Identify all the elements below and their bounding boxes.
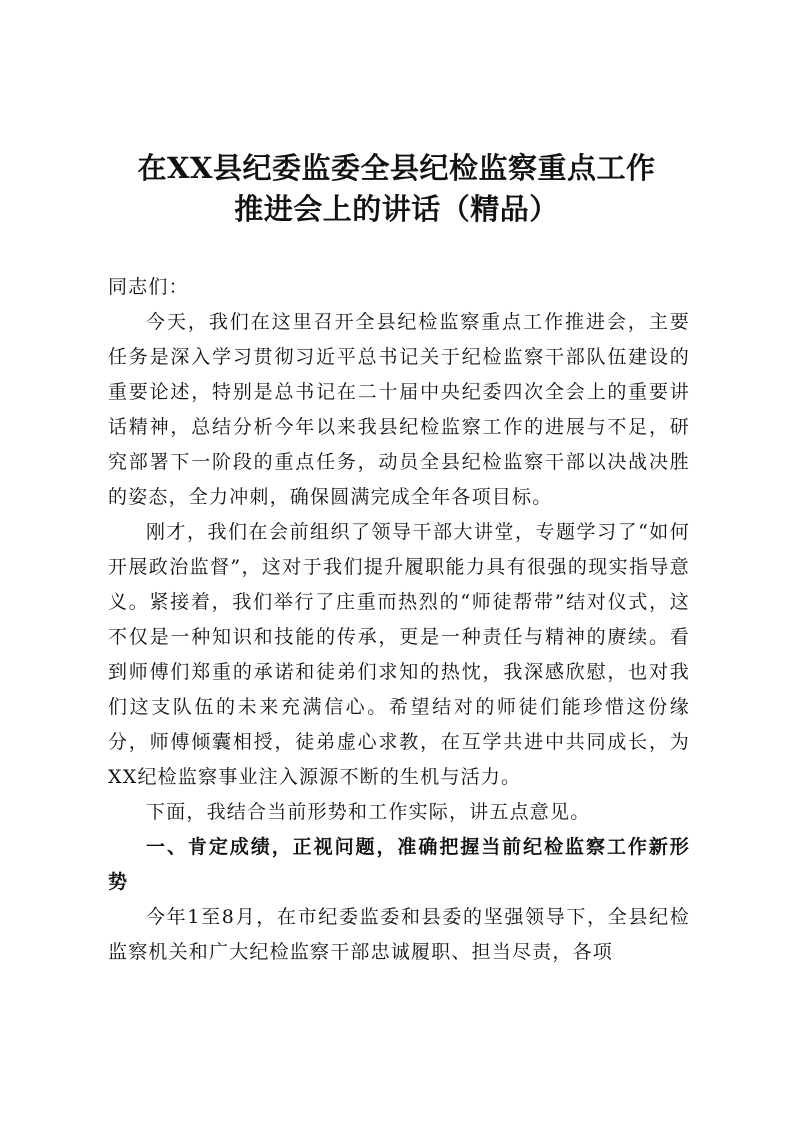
document-title [60,148,733,230]
document-body [108,270,690,970]
title-line-1: 在XX县纪委监委全县纪检监察重点工作 [137,151,656,185]
paragraph-transition: 下面，我结合当前形势和工作实际，讲五点意见。 [146,801,591,823]
paragraph-section1: 今年1至8月，在市纪委监委和县委的坚强领导下，全县纪检监察机关和广大纪检监察干部忠诚履职、担当尽责，各项 [108,906,690,963]
paragraph-opening: 今天，我们在这里召开全县纪检监察重点工作推进会，主要任务是深入学习贯彻习近平总书记关于纪检监察干部队伍建设的重要论述，特别是总书记在二十届中央纪委四次全会上的重要讲话精神，总结分析今年以来我县纪检监察工作的进展与不足，研究部署下一阶段的重点任务，动员全县纪检监察干部以决战决胜的姿态，全力冲刺，确保圆满完成全年各项目标。 [108,311,690,508]
section-heading-1: 一、肯定成绩，正视问题，准确把握当前纪检监察工作新形势 [108,836,690,893]
title-line-2: 推进会上的讲话（精品） [234,192,559,226]
salutation: 同志们： [108,276,189,298]
paragraph-mentorship: 刚才，我们在会前组织了领导干部大讲堂，专题学习了“如何开展政治监督”，这对于我们提升履职能力具有很强的现实指导意义。紧接着，我们举行了庄重而热烈的“师徒帮带”结对仪式，这不仅是一种知识和技能的传承，更是一种责任与精神的赓续。看到师傅们郑重的承诺和徒弟们求知的热忱，我深感欣慰，也对我们这支队伍的未来充满信心。希望结对的师徒们能珍惜这份缘分，师傅倾囊相授，徒弟虚心求教，在互学共进中共同成长，为XX纪检监察事业注入源源不断的生机与活力。 [108,521,690,788]
